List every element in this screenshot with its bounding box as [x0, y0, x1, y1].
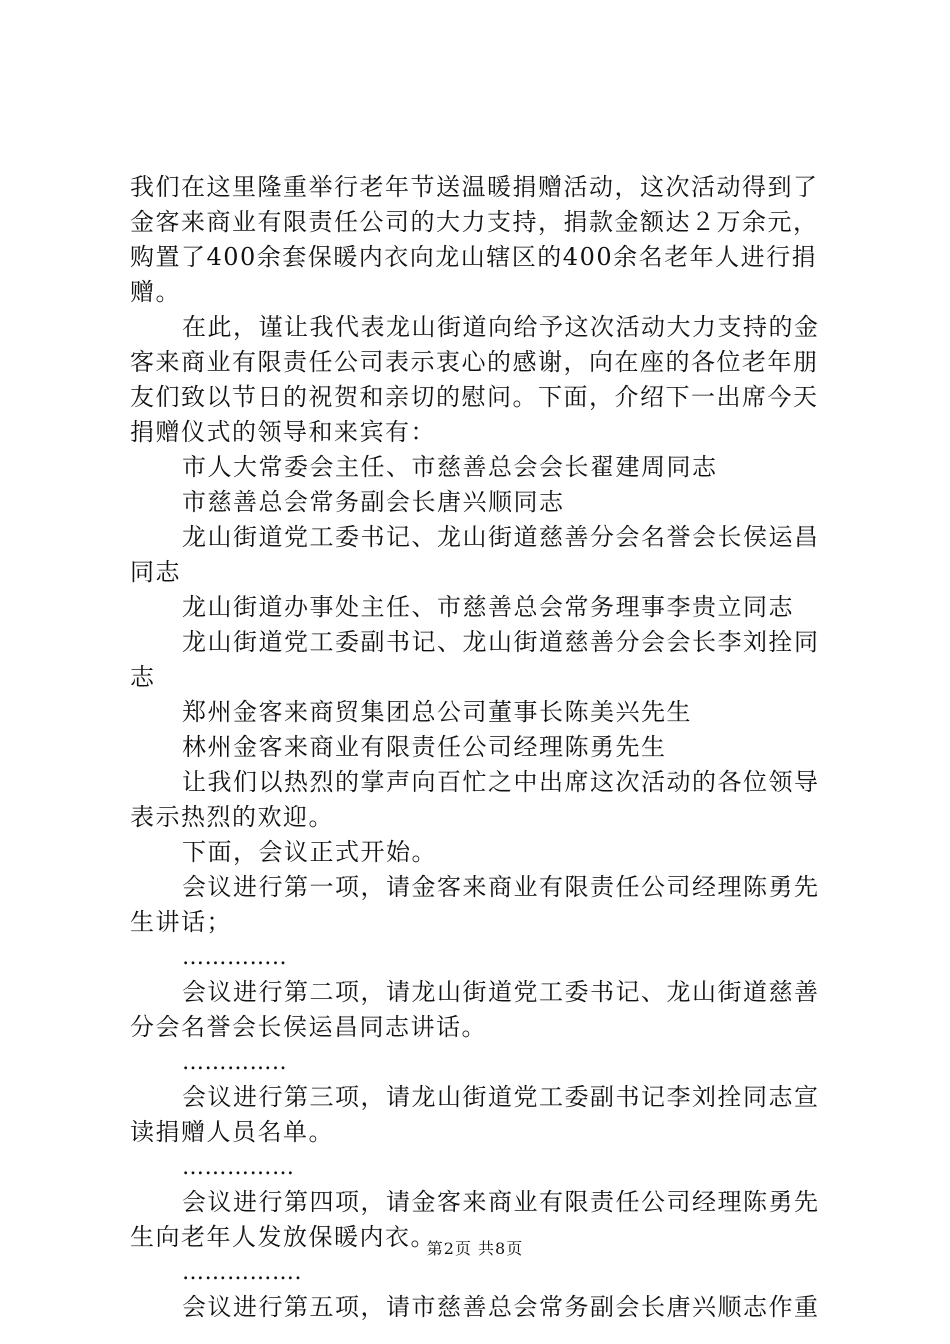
text-line: 我们在这里隆重举行老年节送温暖捐赠活动，这次活动得到了: [130, 173, 819, 201]
agenda-line: 会议进行第三项，请龙山街道党工委副书记李刘拴同志宣: [182, 1083, 820, 1111]
agenda-line: 生讲话；: [130, 908, 232, 936]
text-line: 金客来商业有限责任公司的大力支持，捐款金额达２万余元，: [130, 208, 819, 236]
guest-line: 林州金客来商业有限责任公司经理陈勇先生: [182, 733, 667, 761]
page-footer: [0, 1238, 950, 1260]
text-line: 让我们以热烈的掌声向百忙之中出席这次活动的各位领导: [182, 768, 820, 796]
text-line: 购置了400余套保暖内衣向龙山辖区的400余名老年人进行捐: [130, 243, 818, 271]
document-body: [130, 170, 835, 1325]
agenda-line: 读捐赠人员名单。: [130, 1118, 334, 1146]
guest-line: 龙山街道办事处主任、市慈善总会常务理事李贵立同志: [182, 593, 794, 621]
text-line: 在此，谨让我代表龙山街道向给予这次活动大力支持的金: [182, 313, 820, 341]
guest-line: 郑州金客来商贸集团总公司董事长陈美兴先生: [182, 698, 692, 726]
ellipsis-line: …………..: [182, 945, 287, 970]
ellipsis-line: …………….: [182, 1260, 302, 1285]
guest-line: 市人大常委会主任、市慈善总会会长翟建周同志: [182, 453, 718, 481]
agenda-line: 会议进行第五项，请市慈善总会常务副会长唐兴顺志作重: [182, 1293, 820, 1321]
guest-line: 龙山街道党工委书记、龙山街道慈善分会名誉会长侯运昌: [182, 523, 820, 551]
ellipsis-line: ……………: [182, 1155, 295, 1180]
ellipsis-line: …………..: [182, 1050, 287, 1075]
guest-line: 志: [130, 663, 156, 691]
guest-line: 同志: [130, 558, 181, 586]
agenda-line: 分会名誉会长侯运昌同志讲话。: [130, 1013, 487, 1041]
text-line: 友们致以节日的祝贺和亲切的慰问。下面，介绍下一出席今天: [130, 383, 819, 411]
text-line: 表示热烈的欢迎。: [130, 803, 334, 831]
text-line: 客来商业有限责任公司表示衷心的感谢，向在座的各位老年朋: [130, 348, 819, 376]
guest-line: 龙山街道党工委副书记、龙山街道慈善分会会长李刘拴同: [182, 628, 820, 656]
page-number: 第2页 共8页: [426, 1239, 524, 1258]
text-line: 捐赠仪式的领导和来宾有：: [130, 418, 436, 446]
agenda-line: 会议进行第二项，请龙山街道党工委书记、龙山街道慈善: [182, 978, 820, 1006]
agenda-line: 会议进行第一项，请金客来商业有限责任公司经理陈勇先: [182, 873, 820, 901]
agenda-line: 生向老年人发放保暖内衣。: [130, 1223, 436, 1251]
agenda-line: 会议进行第四项，请金客来商业有限责任公司经理陈勇先: [182, 1188, 820, 1216]
text-line: 下面，会议正式开始。: [182, 838, 437, 866]
text-line: 赠。: [130, 278, 181, 306]
guest-line: 市慈善总会常务副会长唐兴顺同志: [182, 488, 565, 516]
